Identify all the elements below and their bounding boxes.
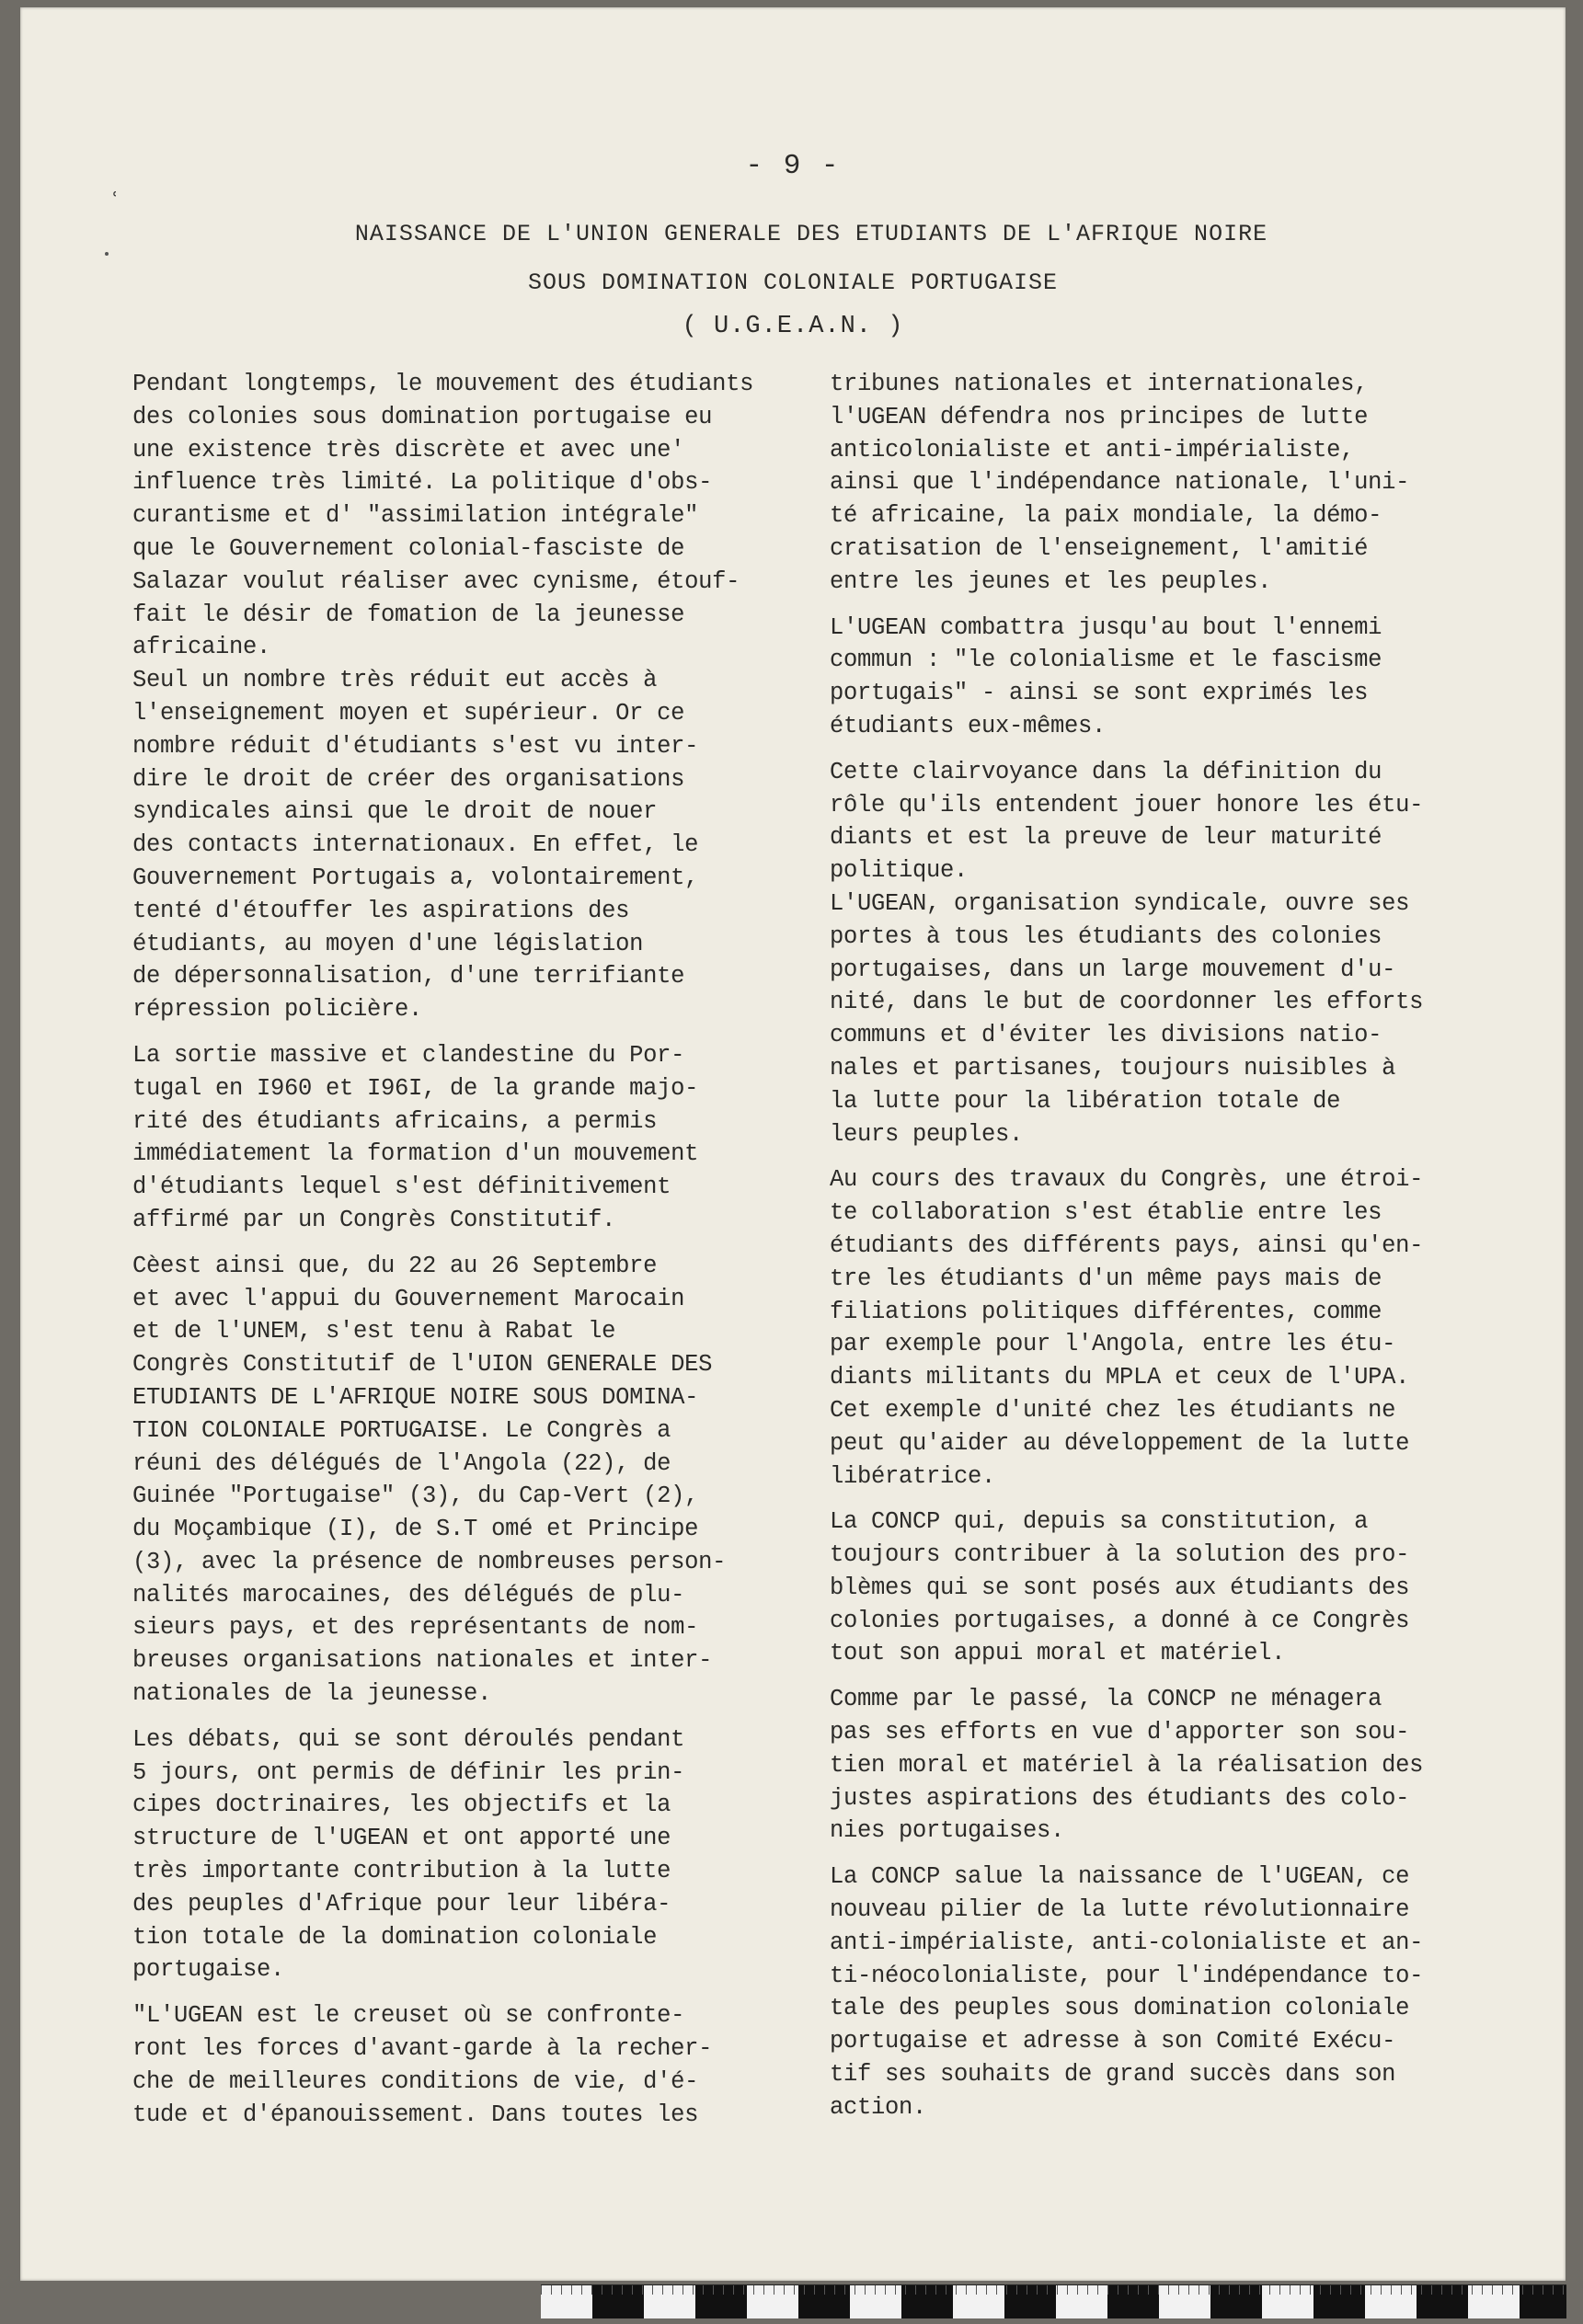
paragraph: L'UGEAN combattra jusqu'au bout l'ennemi commun : "le colonialisme et le fascisme portugais" - ainsi se sont exprimés les étudiants eux-mêmes. — [830, 613, 1382, 739]
paragraph: Comme par le passé, la CONCP ne ménagera pas ses efforts en vue d'apporter son sou- tien moral et matériel à la réalisation des justes aspirations des étudiants des colo- nies portugaises. — [830, 1686, 1424, 1845]
scale-ruler — [541, 2284, 1566, 2318]
paragraph: tribunes nationales et internationales, l'UGEAN défendra nos principes de lutte anticolonialiste et anti-impérialiste, ainsi que l'indépendance nationale, l'uni- té africaine, la paix mondiale, la démo- cratisation de l'enseignement, l'amitié entre les jeunes et les peuples. — [830, 371, 1410, 595]
paragraph: La sortie massive et clandestine du Por- tugal en I960 et I96I, de la grande majo- rité des étudiants africains, a permis immédiatement la formation d'un mouvement d'étudiants lequel s'est définitivement affirmé par un Congrès Constitutif. — [132, 1041, 699, 1233]
paragraph: La CONCP qui, depuis sa constitution, a toujours contribuer à la solution des pro- blèmes qui se sont posés aux étudiants des colonies portugaises, a donné à ce Congrès tout son appui moral et matériel. — [830, 1508, 1410, 1667]
ruler-ticks — [541, 2285, 1566, 2295]
title-line-3: ( U.G.E.A.N. ) — [682, 313, 904, 340]
paragraph: Seul un nombre très réduit eut accès à l'enseignement moyen et supérieur. Or ce nombre réduit d'étudiants s'est vu inter- dire le droit de créer des organisations syndicales ainsi que le droit de nouer des contacts internationaux. En effet, le Gouvernement Portugais a, volontairement, tenté d'étouffer les aspirations des étudiants, au moyen d'une législation de dépersonnalisation, d'une terrifiante répression policière. — [132, 667, 699, 1024]
title-line-1: NAISSANCE DE L'UNION GENERALE DES ETUDIANTS DE L'AFRIQUE NOIRE — [354, 221, 1268, 247]
stray-dot — [105, 252, 109, 256]
paragraph: Pendant longtemps, le mouvement des étudiants des colonies sous domination portugaise eu une existence très discrète et avec une' influence très limité. La politique d'obs- curantisme et d' "assimilation intégrale" que le Gouvernement colonial-fasciste de Salazar voulut réaliser avec cynisme, étouf- fait le désir de fomation de la jeunesse africaine. — [132, 371, 754, 661]
right-column — [830, 368, 1494, 2137]
paragraph: Cette clairvoyance dans la définition du rôle qu'ils entendent jouer honore les étu- diants et est la preuve de leur maturité politique. — [830, 758, 1424, 885]
page-number: - 9 - — [745, 150, 841, 182]
paragraph: Cèest ainsi que, du 22 au 26 Septembre et avec l'appui du Gouvernement Marocain et de l'UNEM, s'est tenu à Rabat le Congrès Constitutif de l'UION GENERALE DES ETUDIANTS DE L'AFRIQUE NOIRE SOUS DOMINA- TION COLONIALE PORTUGAISE. Le Congrès a réuni des délégués de l'Angola (22), de Guinée "Portugaise" (3), du Cap-Vert (2), du Moçambique (I), de S.T omé et Principe (3), avec la présence de nombreuses person- nalités marocaines, des délégués de plu- sieurs pays, et des représentants de nom- breuses organisations nationales et inter- nationales de la jeunesse. — [132, 1252, 727, 1708]
left-column — [132, 368, 797, 2144]
paragraph: Au cours des travaux du Congrès, une étroi- te collaboration s'est établie entre les étudiants des différents pays, ainsi qu'en- tre les étudiants d'un même pays mais de filiations politiques différentes, comme par exemple pour l'Angola, entre les étu- diants militants du MPLA et ceux de l'UPA. Cet exemple d'unité chez les étudiants ne peut qu'aider au développement de la lutte libératrice. — [830, 1166, 1424, 1490]
document-page — [20, 7, 1566, 2281]
paragraph: Les débats, qui se sont déroulés pendant 5 jours, ont permis de définir les prin- cipes doctrinaires, les objectifs et la structure de l'UGEAN et ont apporté une très importante contribution à la lutte des peuples d'Afrique pour leur libéra- tion totale de la domination coloniale portugaise. — [132, 1725, 685, 1984]
stray-mark: ʿ — [107, 189, 124, 221]
paragraph: L'UGEAN, organisation syndicale, ouvre ses portes à tous les étudiants des colonies portugaises, dans un large mouvement d'u- nité, dans le but de coordonner les efforts communs et d'éviter les divisions natio- nales et partisanes, toujours nuisibles à la lutte pour la libération totale de leurs peuples. — [830, 889, 1424, 1148]
paragraph: "L'UGEAN est le creuset où se confronte- ront les forces d'avant-garde à la recher- che de meilleures conditions de vie, d'é- tude et d'épanouissement. Dans toutes les — [132, 2002, 713, 2128]
paragraph: La CONCP salue la naissance de l'UGEAN, ce nouveau pilier de la lutte révolutionnaire anti-impérialiste, anti-colonialiste et an- ti-néocolonialiste, pour l'indépendance to- tale des peuples sous domination coloniale portugaise et adresse à son Comité Exécu- tif ses souhaits de grand succès dans son action. — [830, 1863, 1424, 2121]
title-line-2: SOUS DOMINATION COLONIALE PORTUGAISE — [527, 269, 1059, 296]
